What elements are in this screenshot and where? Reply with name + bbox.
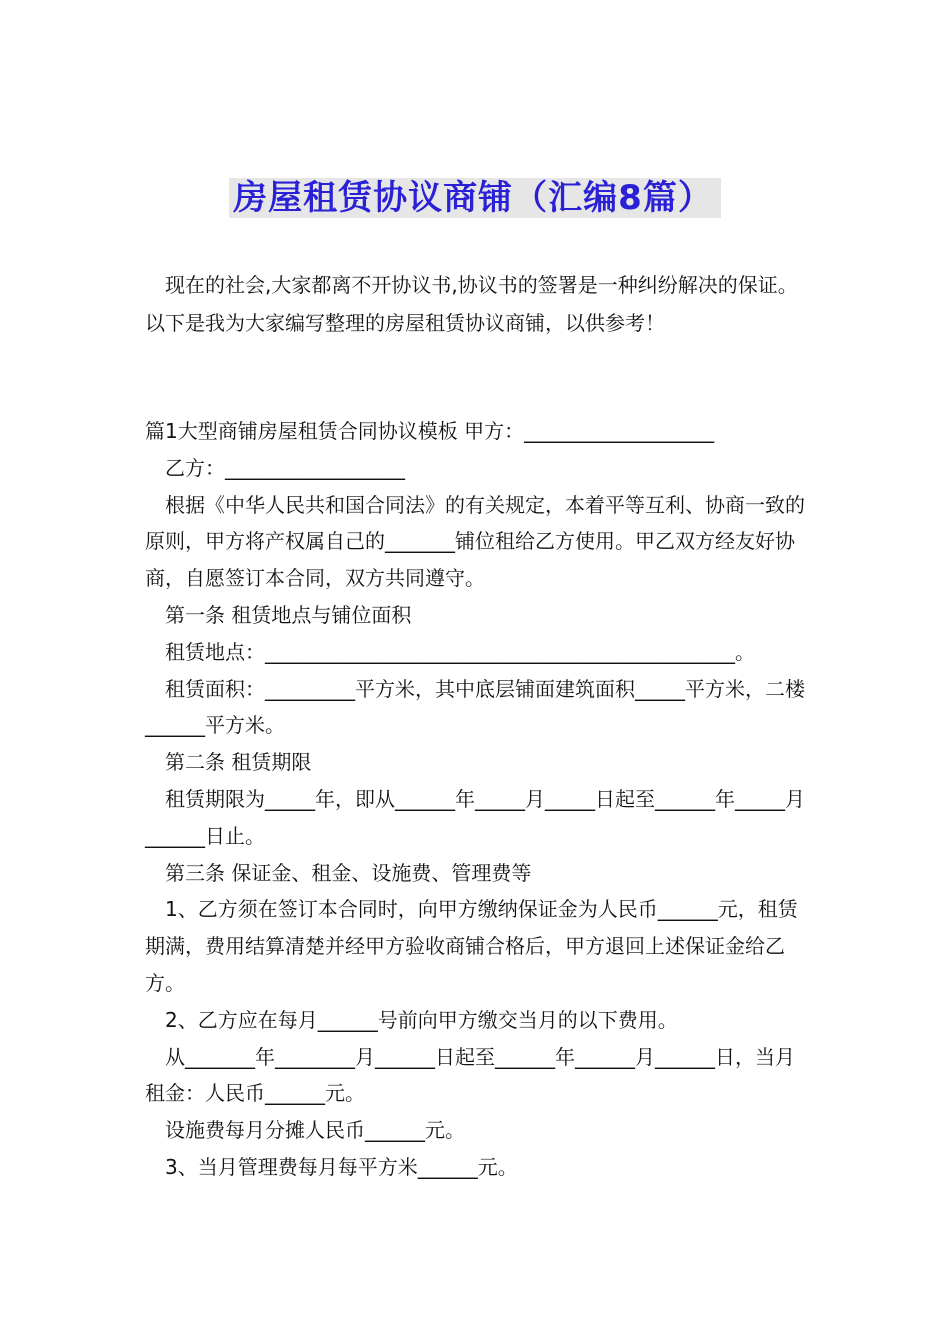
monthly-fee-paragraph: 2、乙方应在每月______号前向甲方缴交当月的以下费用。 [165,1007,678,1032]
article-1-heading: 第一条 租赁地点与铺位面积 [165,602,412,627]
facility-fee-line: 设施费每月分摊人民币______元。 [165,1118,465,1143]
intro-paragraph: 现在的社会,大家都离不开协议书,协议书的签署是一种纠纷解决的保证。以下是我为大家编写整理的房屋租赁协议商铺，以供参考！ [145,273,798,335]
article-3-heading: 第三条 保证金、租金、设施费、管理费等 [165,860,532,885]
management-fee-line: 3、当月管理费每月每平方米______元。 [165,1154,518,1179]
article-2-heading: 第二条 租赁期限 [165,750,312,775]
preamble-paragraph: 根据《中华人民共和国合同法》的有关规定，本着平等互利、协商一致的原则，甲方将产权属自己的_______铺位租给乙方使用。甲乙双方经友好协商，自愿签订本合同，双方共同遵守。 [145,492,805,591]
intro-section [145,266,810,342]
document-title: 房屋租赁协议商铺（汇编8篇） [229,178,721,218]
lease-area-paragraph: 租赁面积：_________平方米，其中底层铺面建筑面积_____平方米，二楼______平方米。 [145,676,805,738]
lease-term-paragraph: 租赁期限为_____年，即从______年_____月_____日起至______年_____月______日止。 [145,786,805,848]
rent-period-paragraph: 从_______年________月______日起至______年______月______日，当月租金：人民币______元。 [145,1044,795,1106]
lease-location-line: 租赁地点：_______________________________________________。 [165,639,755,664]
party-b-line: 乙方：__________________ [165,455,405,480]
contract-body [145,413,810,1186]
deposit-paragraph: 1、乙方须在签订本合同时，向甲方缴纳保证金为人民币______元，租赁期满，费用结算清楚并经甲方验收商铺合格后，甲方退回上述保证金给乙方。 [145,897,798,995]
title-wrap [0,178,950,218]
section-heading-1: 篇1大型商铺房屋租赁合同协议模板 甲方：___________________ [145,419,715,443]
